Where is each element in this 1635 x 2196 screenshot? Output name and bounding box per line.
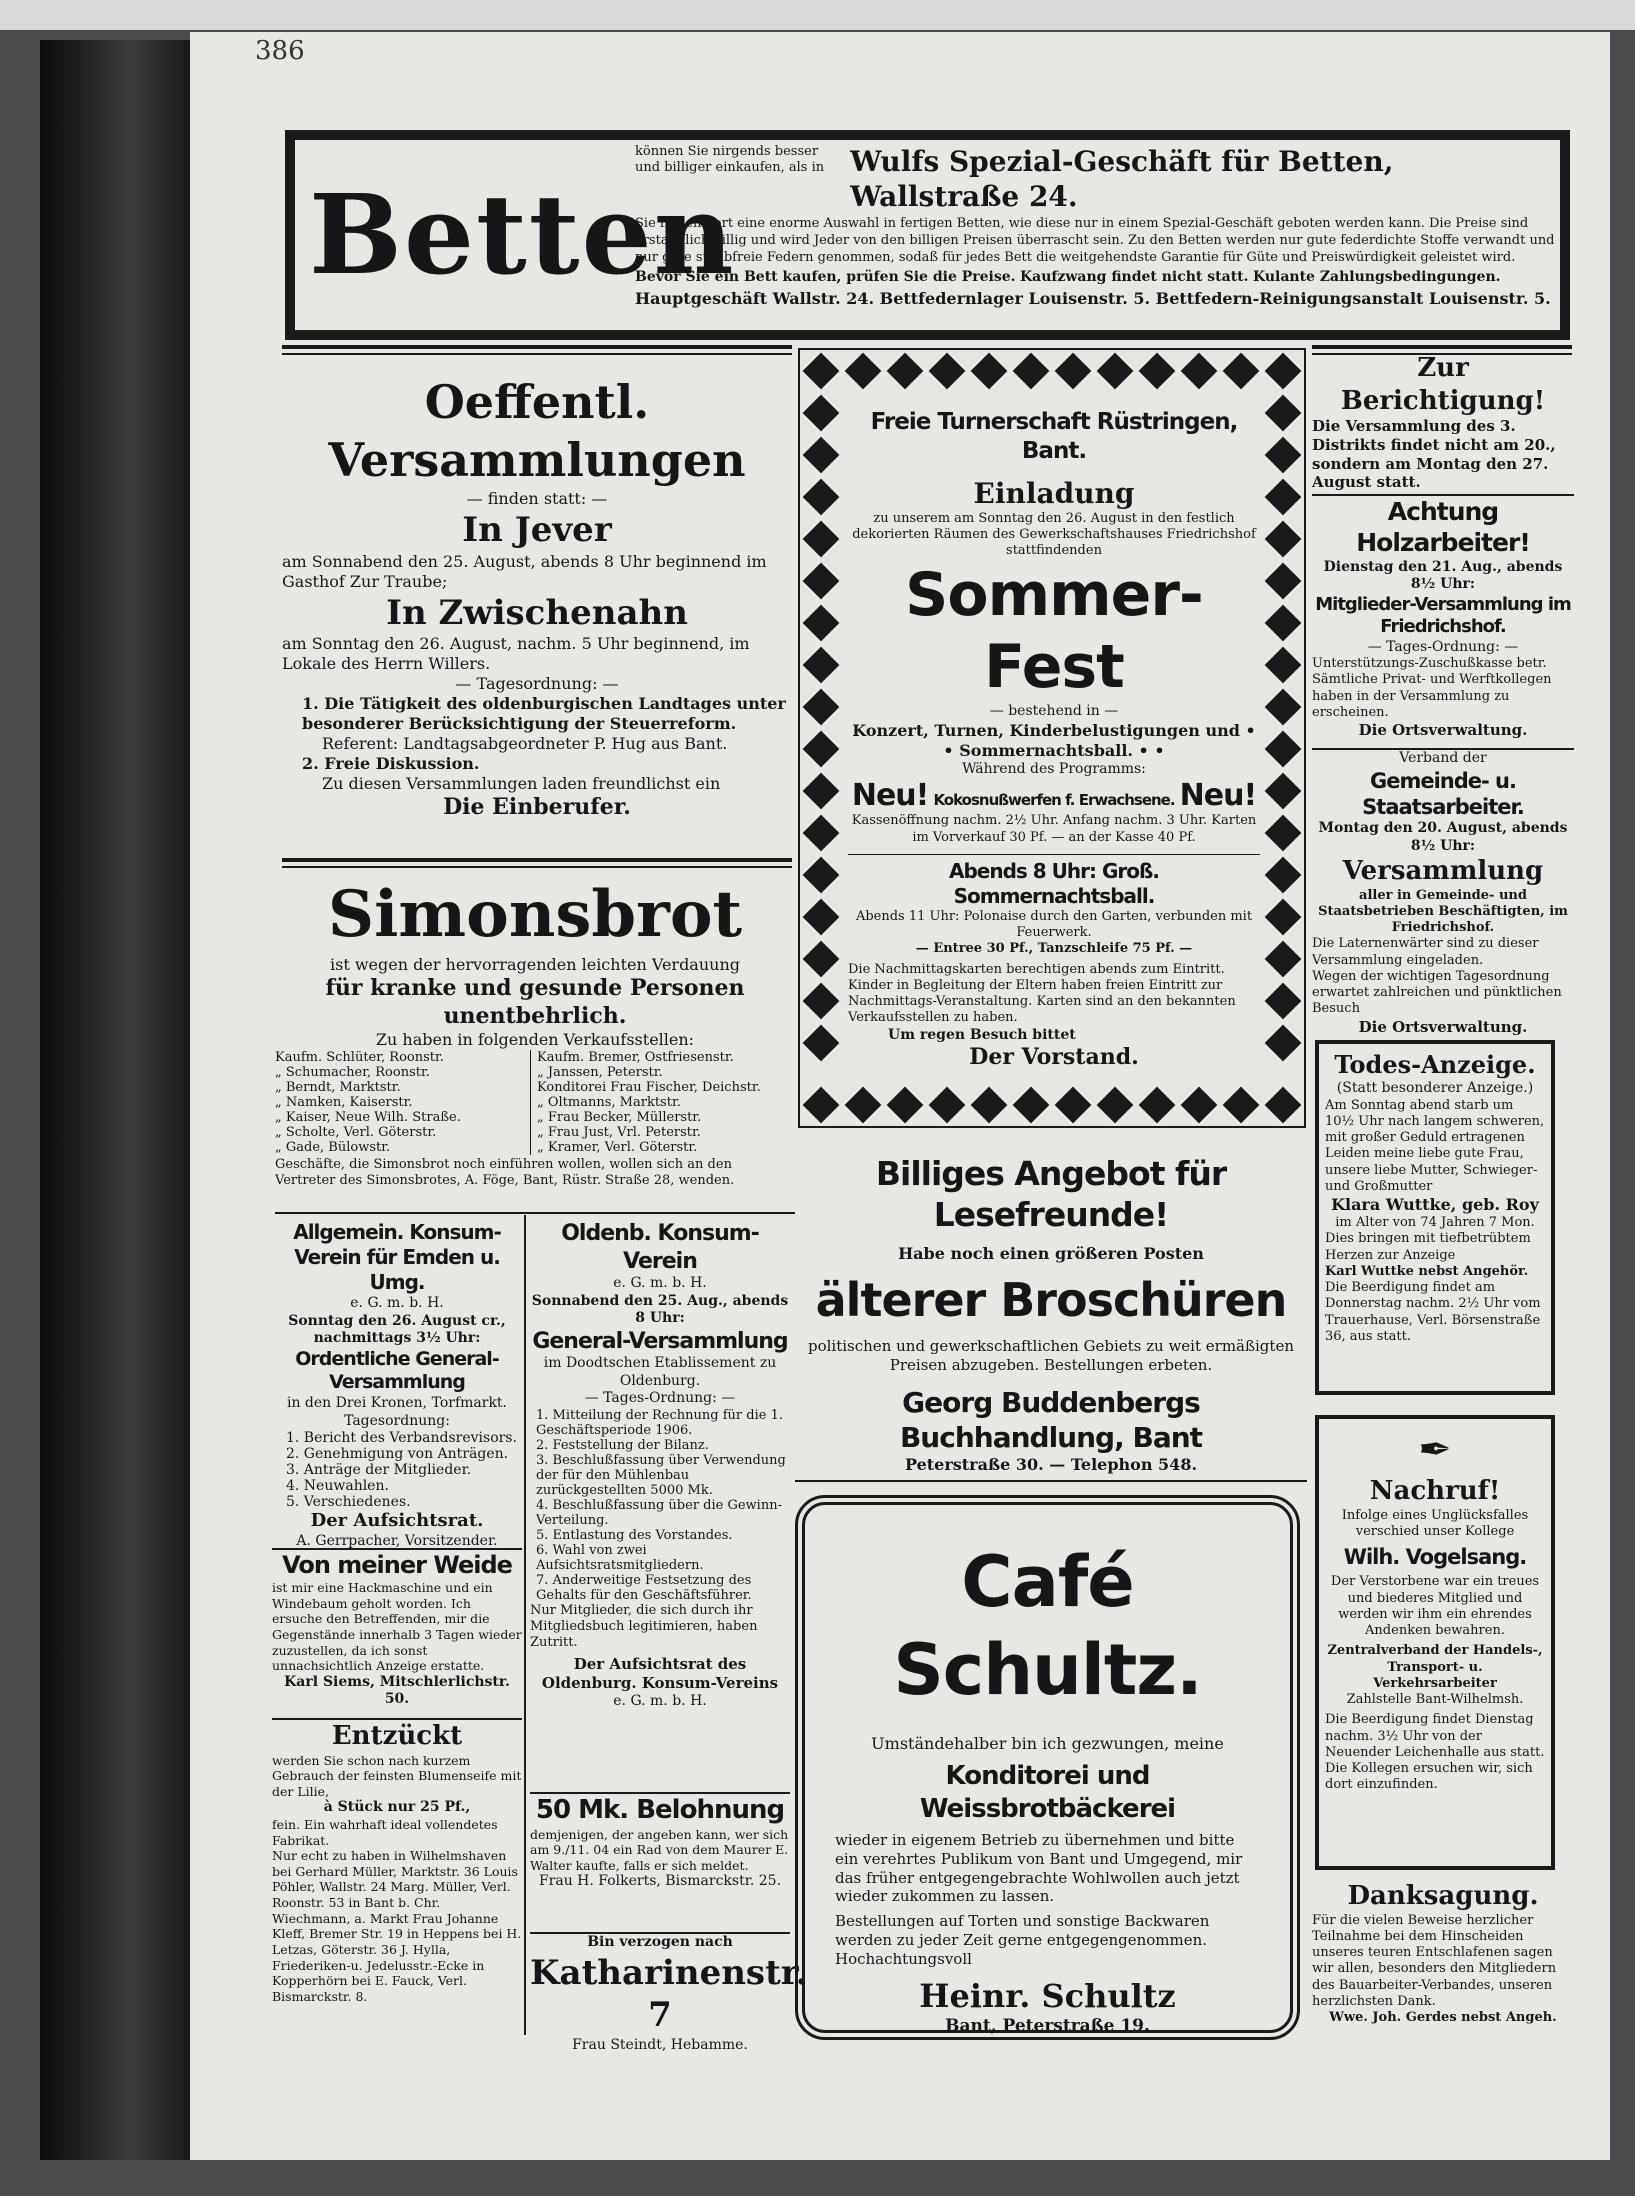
agenda-item: 2. Feststellung der Bilanz. [536, 1437, 709, 1453]
belohnung-text: demjenigen, der angeben kann, wer sich am 9./11. 04 ein Rad von dem Maurer E. Walter kaufte, falls er sich meldet. [530, 1826, 789, 1873]
diamond-ornament [1013, 353, 1050, 390]
cafe-text2: Bestellungen auf Torten und sonstige Backwaren werden zu jeder Zeit gerne entgegengenommen. Hochachtungsvoll [835, 1912, 1210, 1968]
turner-program: Konzert, Turnen, Kinderbelustigungen und • • Sommernachtsball. • • [852, 720, 1256, 760]
diamond-ornament [845, 1087, 882, 1124]
todes-anzeige-ad [1315, 1040, 1555, 1395]
diamond-ornament [803, 689, 840, 726]
holzarbeiter-text: Unterstützungs-Zuschußkasse betr. Sämtliche Privat- und Werftkollegen haben in der Versammlung zu erscheinen. [1312, 656, 1552, 720]
danksagung-text: Für die vielen Beweise herzlicher Teilnahme bei dem Hinscheiden unseres teuren Entschlafenen sagen wir allen, besonders den Mitgliedern des Bauarbeiter-Verbandes, unseren herzlichsten Dank. [1312, 1912, 1557, 2009]
agenda-item: 1. Bericht des Verbandsrevisors. [286, 1430, 517, 1446]
diamond-ornament [887, 353, 924, 390]
staatsarbeiter-text1: aller in Gemeinde- und Staatsbetrieben Beschäftigten, im Friedrichshof. [1318, 887, 1568, 935]
diamond-ornament [803, 647, 840, 684]
nachruf-branch: Zahlstelle Bant-Wilhelmsh. [1346, 1692, 1524, 1707]
betten-warn: Bevor Sie ein Bett kaufen, prüfen Sie die Preise. [635, 268, 1016, 285]
diamond-ornament [1265, 1087, 1302, 1124]
agenda-item: 7. Anderweitige Festsetzung des Gehalts für den Geschäftsführer. [536, 1572, 752, 1603]
entzueckt-text: werden Sie schon nach kurzem Gebrauch der feinsten Blumenseife mit der Lilie, [272, 1752, 522, 1799]
konsum-oldenburg-note: Nur Mitglieder, die sich durch ihr Mitgliedsbuch legitimieren, haben Zutritt. [530, 1602, 758, 1650]
danksagung-signature: Wwe. Joh. Gerdes nebst Angeh. [1329, 2010, 1557, 2025]
turner-polonaise: Abends 11 Uhr: Polonaise durch den Garten, verbunden mit Feuerwerk. [855, 908, 1253, 940]
section-rule [282, 345, 792, 355]
feather-icon: ✒ [1418, 1427, 1452, 1473]
diamond-ornament [803, 899, 840, 936]
diamond-ornament [803, 731, 840, 768]
diamond-ornament [1223, 1087, 1260, 1124]
column-rule [524, 1215, 526, 2035]
staatsarbeiter-signature: Die Ortsverwaltung. [1358, 1017, 1528, 1036]
entzueckt-price: à Stück nur 25 Pf., [323, 1799, 471, 1816]
nachruf-text2: Der Verstorbene war ein treues und biederes Mitglied und werden wir ihm ein ehrendes Andenken bewahren. [1330, 1574, 1540, 1638]
turnerschaft-ad [798, 348, 1306, 1128]
nachruf-funeral: Die Beerdigung findet Dienstag nachm. 3½ Uhr von der Neuender Leichenhalle aus statt. Die Kollegen ersuchen wir, sich dort einzufinden. [1325, 1712, 1545, 1793]
katharinen-title: Katharinenstr. 7 [530, 1952, 808, 2035]
diamond-ornament [1265, 899, 1302, 936]
diamond-ornament [1139, 1087, 1176, 1124]
neu-badge: Neu! [851, 778, 929, 814]
agenda-head: — Tagesordnung: — [455, 674, 619, 693]
diamond-ornament [845, 353, 882, 390]
todes-title: Todes-Anzeige. [1334, 1050, 1536, 1079]
section-rule [282, 858, 792, 868]
berichtigung-text: Die Versammlung des 3. Distrikts findet nicht am 20., sondern am Montag den 27. August statt. [1312, 417, 1556, 492]
turner-waehrend: Während des Programms: [962, 760, 1146, 777]
todes-funeral: Die Beerdigung findet am Donnerstag nachm. 2½ Uhr vom Trauerhause, Verl. Börsenstraße 36, aus statt. [1325, 1280, 1541, 1344]
simonsbrot-avail: Zu haben in folgenden Verkaufsstellen: [375, 1030, 695, 1049]
weide-text: ist mir eine Hackmaschine und ein Windebaum geholt worden. Ich ersuche den Betreffenden, mir die Gegenstände innerhalb 3 Tagen wieder zuzustellen, da ich sonst unnachsichtlich Anzeige erstatte. [272, 1580, 522, 1674]
diamond-ornament [1097, 353, 1134, 390]
entzueckt-sellers: Nur echt zu haben in Wilhelmshaven bei Gerhard Müller, Marktstr. 36 Louis Pöhler, Wallstr. 24 Marg. Müller, Verl. Roonstr. 53 in Bant b. Chr. Wiechmann, a. Markt Frau Johanne Kleff, Bremer Str. 19 in Heppens bei H. Letzas, Göterstr. 36 J. Hylla, Friederiken-u. Jedelusstr.-Ecke in Kopperhörn bei E. Fauck, Verl. Bismarckstr. 8. [272, 1848, 522, 2004]
diamond-ornament [803, 941, 840, 978]
katharinen-signature: Frau Steindt, Hebamme. [572, 2036, 748, 2053]
nachruf-ad [1315, 1415, 1555, 1870]
page-number: 386 [255, 36, 305, 66]
berichtigung-ad [1312, 352, 1574, 494]
agenda-item: 2. Genehmigung von Anträgen. [286, 1446, 509, 1462]
versammlungen-signature: Die Einberufer. [443, 794, 631, 820]
simonsbrot-sub: ist wegen der hervorragenden leichten Verdauung [330, 955, 740, 974]
seller-left: „ Namken, Kaiserstr. [275, 1095, 413, 1110]
konsum-emden-title: Allgemein. Konsum-Verein für Emden u. Umg. [293, 1220, 501, 1294]
column-rule [275, 1212, 795, 1214]
agenda-item: 4. Neuwahlen. [286, 1478, 389, 1494]
nachruf-org: Zentralverband der Handels-, Transport- u. Verkehrsarbeiter [1327, 1643, 1543, 1691]
turner-times: Kassenöffnung nachm. 2½ Uhr. Anfang nachm. 3 Uhr. Karten im Vorverkauf 30 Pf. — an der Kasse 40 Pf. [851, 813, 1257, 845]
turner-entree: — Entree 30 Pf., Tanzschleife 75 Pf. — [915, 941, 1193, 957]
diamond-ornament [803, 479, 840, 516]
zwischenahn-text: am Sonntag den 26. August, nachm. 5 Uhr beginnend, im Lokale des Herrn Willers. [282, 634, 750, 673]
diamond-ornament [1013, 1087, 1050, 1124]
konsum-emden-chair: A. Gerrpacher, Vorsitzender. [296, 1532, 498, 1549]
jever-title: In Jever [462, 510, 612, 550]
simonsbrot-title: Simonsbrot [327, 877, 743, 952]
staatsarbeiter-versammlung: Versammlung [1342, 856, 1544, 886]
holzarbeiter-agenda: — Tages-Ordnung: — [1367, 638, 1519, 655]
cafe-name: Heinr. Schultz [919, 1977, 1176, 2016]
todes-sub: (Statt besonderer Anzeige.) [1336, 1080, 1534, 1096]
seller-right: „ Frau Becker, Müllerstr. [537, 1110, 702, 1125]
diamond-ornament [1265, 773, 1302, 810]
betten-kulant: Kulante Zahlungsbedingungen. [1252, 268, 1501, 285]
seller-right: Konditorei Frau Fischer, Deichstr. [537, 1080, 761, 1095]
diamond-ornament [971, 1087, 1008, 1124]
zwischenahn-title: In Zwischenahn [386, 592, 688, 633]
staatsarbeiter-text2: Die Laternenwärter sind zu dieser Versammlung eingeladen. [1312, 936, 1539, 968]
konsum-oldenburg-place: im Doodtschen Etablissement zu Oldenburg. [543, 1355, 777, 1389]
cafe-text: wieder in eigenem Betrieb zu übernehmen und bitte ein verehrtes Publikum von Bant und Umgegend, mir das früher entgegengebrachte Wohlwollen auch jetzt wieder zukommen zu lassen. [835, 1831, 1243, 1906]
seller-right: Kaufm. Bremer, Ostfriesenstr. [537, 1050, 734, 1065]
diamond-ornament [1265, 395, 1302, 432]
turner-signature: Der Vorstand. [969, 1044, 1139, 1070]
konsum-oldenburg-agenda: — Tages-Ordnung: — [584, 1390, 736, 1406]
agenda-item: 5. Entlastung des Vorstandes. [536, 1527, 733, 1543]
todes-signer: Karl Wuttke nebst Angehör. [1325, 1263, 1529, 1279]
konsum-emden-date: Sonntag den 26. August cr., nachmittags 3½ Uhr: [288, 1312, 506, 1346]
seller-left: „ Berndt, Marktstr. [275, 1080, 401, 1095]
holzarbeiter-ad [1312, 494, 1574, 746]
simonsbrot-footer: Geschäfte, die Simonsbrot noch einführen wollen, wollen sich an den Vertreter des Simonsbrotes, A. Föge, Bant, Rüstr. Straße 28, wenden. [275, 1157, 735, 1189]
konsum-emden-signature: Der Aufsichtsrat. [310, 1510, 484, 1531]
diamond-ornament [1097, 1087, 1134, 1124]
diamond-ornament [887, 1087, 924, 1124]
staatsarbeiter-title: Gemeinde- u. Staatsarbeiter. [1362, 768, 1524, 819]
konsum-emden-agenda: Tagesordnung: [344, 1412, 450, 1429]
lesefreunde-ad [795, 1145, 1307, 1480]
diamond-ornament [1265, 731, 1302, 768]
lesefreunde-address: Peterstraße 30. — Telephon 548. [904, 1454, 1198, 1474]
diamond-ornament [1265, 983, 1302, 1020]
diamond-ornament [1265, 605, 1302, 642]
holzarbeiter-title: Achtung Holzarbeiter! [1356, 497, 1530, 558]
diamond-ornament [803, 437, 840, 474]
diamond-ornament [929, 1087, 966, 1124]
weide-signature: Karl Siems, Mitschlerlichstr. 50. [284, 1673, 510, 1708]
seller-right: „ Kramer, Verl. Göterstr. [537, 1140, 698, 1155]
referent: Referent: Landtagsabgeordneter P. Hug aus Bant. [322, 734, 728, 753]
diamond-ornament [803, 605, 840, 642]
column-rule [795, 1480, 1307, 1482]
holzarbeiter-date: Dienstag den 21. Aug., abends 8½ Uhr: [1323, 558, 1563, 592]
diamond-ornament [1055, 1087, 1092, 1124]
diamond-ornament [803, 353, 840, 390]
turner-bestehend: — bestehend in — [989, 703, 1119, 720]
danksagung-title: Danksagung. [1347, 1881, 1539, 1911]
lesefreunde-big: älterer Broschüren [815, 1272, 1287, 1327]
nachruf-title: Nachruf! [1369, 1476, 1501, 1506]
konsum-emden-gmbh: e. G. m. b. H. [350, 1295, 444, 1311]
turner-org: Freie Turnerschaft Rüstringen, Bant. [870, 409, 1238, 464]
betten-prefix: können Sie nirgends besser und billiger einkaufen, als in [635, 144, 825, 176]
simonsbrot-ad [275, 875, 795, 1215]
seller-left: „ Scholte, Verl. Göterstr. [275, 1125, 437, 1140]
entzueckt-text2: fein. Ein wahrhaft ideal vollendetes Fabrikat. [272, 1816, 498, 1848]
diamond-ornament [1265, 647, 1302, 684]
todes-text: Am Sonntag abend starb um 10½ Uhr nach langem schweren, mit großer Geduld ertragenen Leiden meine liebe gute Frau, unsere liebe Mutter, Schwieger- und Großmutter [1325, 1097, 1545, 1194]
lesefreunde-title: Billiges Angebot für Lesefreunde! [875, 1154, 1227, 1235]
diamond-ornament [1265, 521, 1302, 558]
staatsarbeiter-text3: Wegen der wichtigen Tagesordnung erwartet zahlreichen und pünktlichen Besuch [1312, 968, 1562, 1017]
betten-firm: Wulfs Spezial-Geschäft für Betten, Wallstraße 24. [850, 145, 1394, 213]
konsum-oldenburg-gmbh2: e. G. m. b. H. [613, 1692, 707, 1709]
agenda-item: 3. Anträge der Mitglieder. [286, 1462, 472, 1478]
versammlungen-title: Oeffentl. Versammlungen [328, 375, 746, 487]
seller-left: „ Kaiser, Neue Wilh. Straße. [275, 1110, 461, 1125]
simonsbrot-claim: für kranke und gesunde Personen unentbehrlich. [325, 975, 745, 1029]
agenda-item-2: 2. Freie Diskussion. [302, 754, 480, 773]
cafe-title: Café Schultz. [893, 1541, 1202, 1711]
betten-title: Betten [309, 170, 736, 299]
diamond-ornament [803, 983, 840, 1020]
weide-title: Von meiner Weide [282, 1551, 512, 1579]
book-binding [40, 40, 190, 2160]
konsum-oldenburg-title: Oldenb. Konsum-Verein [561, 1221, 759, 1274]
betten-body: Sie finden dort eine enorme Auswahl in fertigen Betten, wie diese nur in einem Spezial-Geschäft geboten werden kann. Die Preise sind erstaunlich billig und wird Jeder von den billigen Preisen überrascht sein. Zu den Betten werden nur gute federdichte Stoffe verwandt und nur gute staubfreie Federn genommen, sodaß für jedes Bett die weitgehendste Garantie für Güte und Preiswürdigkeit geleistet wird. [635, 216, 1555, 265]
turner-einladung: Einladung [973, 476, 1135, 510]
diamond-ornament [1265, 437, 1302, 474]
neu-badge: Neu! [1179, 778, 1257, 814]
belohnung-signature: Frau H. Folkerts, Bismarckstr. 25. [538, 1873, 782, 1890]
diamond-ornament [1055, 353, 1092, 390]
versammlungen-ad [282, 360, 792, 850]
diamond-ornament [803, 521, 840, 558]
lesefreunde-sub: Habe noch einen größeren Posten [898, 1243, 1204, 1263]
jever-text: am Sonnabend den 25. August, abends 8 Uhr beginnend im Gasthof Zur Traube; [282, 551, 767, 591]
diamond-ornament [1139, 353, 1176, 390]
betten-kaufzwang: Kaufzwang findet nicht statt. [1019, 268, 1249, 285]
agenda-item-1: 1. Die Tätigkeit des oldenburgischen Landtages unter besonderer Berücksichtigung der Steuerreform. [302, 694, 786, 733]
konsum-emden-place: in den Drei Kronen, Torfmarkt. [286, 1395, 507, 1411]
entzueckt-title: Entzückt [331, 1721, 463, 1751]
agenda-item: 6. Wahl von zwei Aufsichtsratsmitgliedern. [536, 1542, 704, 1573]
berichtigung-title: Zur Berichtigung! [1340, 353, 1546, 416]
konsum-oldenburg-meeting: General-Versammlung [532, 1328, 788, 1354]
versammlungen-sub: — finden statt: — [466, 489, 608, 508]
betten-footer: Hauptgeschäft Wallstr. 24. Bettfedernlager Louisenstr. 5. Bettfedern-Reinigungsanstalt Louisenstr. 5. [635, 288, 1551, 308]
seller-right: „ Frau Just, Vrl. Peterstr. [537, 1125, 701, 1140]
konsum-oldenburg-date: Sonnabend den 25. Aug., abends 8 Uhr: [531, 1292, 789, 1326]
diamond-ornament [1265, 689, 1302, 726]
seller-right: „ Janssen, Peterstr. [537, 1065, 663, 1080]
diamond-ornament [1181, 353, 1218, 390]
diamond-ornament [1223, 353, 1260, 390]
konsum-emden-ad [272, 1220, 522, 1550]
diamond-ornament [1181, 1087, 1218, 1124]
diamond-ornament [803, 563, 840, 600]
todes-name: Klara Wuttke, geb. Roy [1331, 1195, 1539, 1214]
diamond-ornament [929, 353, 966, 390]
holzarbeiter-signature: Die Ortsverwaltung. [1358, 721, 1528, 739]
cafe-business: Konditorei und Weissbrotbäckerei [919, 1761, 1176, 1824]
belohnung-title: 50 Mk. Belohnung [535, 1795, 785, 1825]
diamond-ornament [1265, 1025, 1302, 1062]
turner-ball: Abends 8 Uhr: Groß. Sommernachtsball. [848, 854, 1260, 909]
invite-text: Zu diesen Versammlungen laden freundlichst ein [322, 774, 721, 793]
betten-ad [285, 130, 1570, 340]
diamond-ornament [1265, 479, 1302, 516]
konsum-emden-meeting: Ordentliche General-Versammlung [295, 1347, 499, 1394]
diamond-ornament [1265, 563, 1302, 600]
weide-ad [272, 1548, 522, 1716]
seller-left: Kaufm. Schlüter, Roonstr. [275, 1050, 444, 1065]
seller-right: „ Oltmanns, Marktstr. [537, 1095, 681, 1110]
staatsarbeiter-ad [1312, 748, 1574, 1036]
neu-text: Kokosnußwerfen f. Erwachsene. [933, 791, 1175, 810]
todes-age: im Alter von 74 Jahren 7 Mon. [1335, 1215, 1535, 1230]
diamond-ornament [803, 1025, 840, 1062]
entzueckt-ad [272, 1718, 522, 2036]
katharinen-sub: Bin verzogen nach [587, 1934, 733, 1950]
nachruf-name: Wilh. Vogelsang. [1343, 1545, 1527, 1569]
agenda-item: 5. Verschiedenes. [286, 1494, 411, 1510]
turner-fest: Sommer-Fest [905, 560, 1203, 703]
holzarbeiter-meeting: Mitglieder-Versammlung im Friedrichshof. [1315, 593, 1571, 637]
diamond-ornament [1265, 815, 1302, 852]
staatsarbeiter-date: Montag den 20. August, abends 8½ Uhr: [1318, 820, 1568, 854]
lesefreunde-text: politischen und gewerkschaftlichen Gebiets zu weit ermäßigten Preisen abzugeben. Bestellungen erbeten. [808, 1337, 1294, 1374]
agenda-item: 3. Beschlußfassung über Verwendung der für den Mühlenbau zurückgestellten 5000 Mk. [536, 1452, 786, 1498]
diamond-ornament [803, 395, 840, 432]
belohnung-ad [530, 1792, 790, 1932]
diamond-ornament [803, 773, 840, 810]
seller-left: „ Gade, Bülowstr. [275, 1140, 391, 1155]
diamond-ornament [971, 353, 1008, 390]
diamond-ornament [1265, 857, 1302, 894]
konsum-oldenburg-signature: Der Aufsichtsrat des Oldenburg. Konsum-Vereins [541, 1655, 779, 1692]
diamond-ornament [803, 857, 840, 894]
lesefreunde-shop: Georg Buddenbergs Buchhandlung, Bant [899, 1385, 1203, 1454]
cafe-schultz-ad [795, 1495, 1300, 2040]
katharinen-ad [530, 1932, 808, 2053]
cafe-intro: Umständehalber bin ich gezwungen, meine [871, 1734, 1224, 1753]
turner-besuch: Um regen Besuch bittet [888, 1026, 1076, 1043]
nachruf-text: Infolge eines Unglücksfalles verschied unser Kollege [1341, 1507, 1529, 1539]
cafe-address: Bant, Peterstraße 19. [945, 2016, 1150, 2037]
diamond-ornament [803, 815, 840, 852]
konsum-oldenburg-ad [530, 1220, 790, 1795]
todes-text2: Dies bringen mit tiefbetrübtem Herzen zur Anzeige [1325, 1231, 1531, 1263]
seller-left: „ Schumacher, Roonstr. [275, 1065, 430, 1080]
turner-intro: zu unserem am Sonntag den 26. August in den festlich dekorierten Räumen des Gewerkschaftshauses Friedrichshof stattfindenden [852, 510, 1256, 558]
diamond-ornament [803, 1087, 840, 1124]
konsum-oldenburg-gmbh: e. G. m. b. H. [613, 1275, 707, 1291]
turner-notes: Die Nachmittagskarten berechtigen abends zum Eintritt. Kinder in Begleitung der Eltern haben freien Eintritt zur Nachmittags-Veranstaltung. Karten sind an den bekannten Verkaufsstellen zu haben. [848, 961, 1236, 1026]
danksagung-ad [1312, 1880, 1574, 2045]
diamond-ornament [1265, 353, 1302, 390]
diamond-ornament [1265, 941, 1302, 978]
scanner-edge [0, 0, 1635, 30]
agenda-item: 4. Beschlußfassung über die Gewinn-Verteilung. [536, 1497, 782, 1528]
staatsarbeiter-verband: Verband der [1399, 750, 1487, 766]
agenda-item: 1. Mitteilung der Rechnung für die 1. Geschäftsperiode 1906. [536, 1407, 783, 1438]
